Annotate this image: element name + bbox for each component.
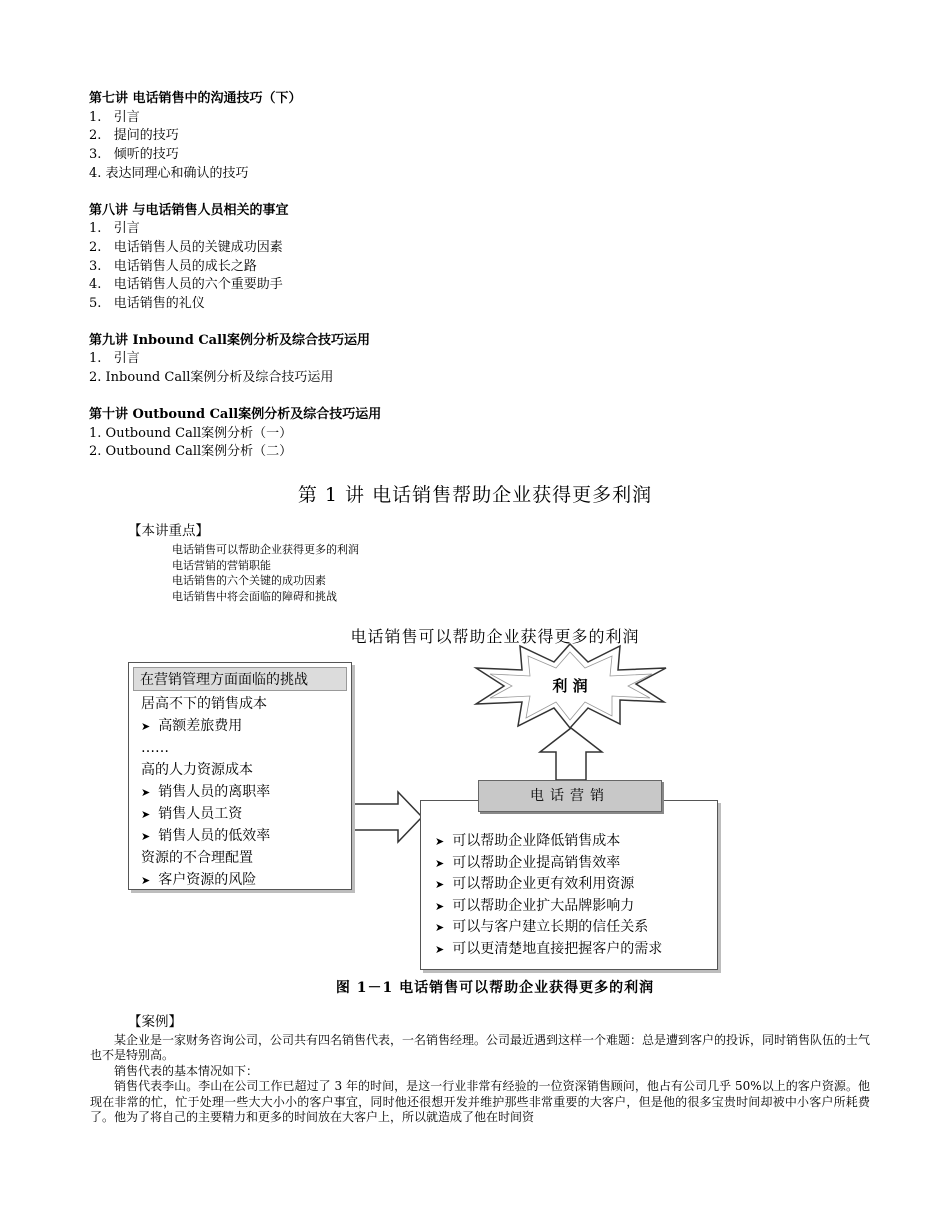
figure-caption: 图 1－1 电话销售可以帮助企业获得更多的利润 [335,980,655,996]
toc-section [89,90,889,184]
profit-label: 利 润 [552,677,588,695]
toc-item: 1. 引言 [89,221,140,237]
toc-item: 4. 表达同理心和确认的技巧 [89,165,249,181]
challenge-text: 资源的不合理配置 [141,850,253,866]
challenges-box [128,662,352,890]
toc-item: 4. 电话销售人员的六个重要助手 [89,277,283,293]
benefit-item: ➤ 可以帮助企业降低销售成本 [435,831,662,853]
key-point-item: 电话销售可以帮助企业获得更多的利润 [172,543,359,556]
figure-title: 电话销售可以帮助企业获得更多的利润 [350,627,640,646]
benefit-item: ➤ 可以帮助企业扩大品牌影响力 [435,896,662,918]
challenge-category [129,847,351,869]
toc-section [89,202,889,314]
challenge-text: 高的人力资源成本 [141,762,253,778]
toc-item: 1. 引言 [89,351,140,367]
challenge-category [129,693,351,715]
telemarketing-header: 电话营销 [478,780,662,812]
lecture-title: 第 1 讲 电话销售帮助企业获得更多利润 [297,484,653,506]
benefit-item: ➤ 可以帮助企业更有效利用资源 [435,874,662,896]
toc-section-title: 第八讲 与电话销售人员相关的事宜 [89,202,289,218]
challenge-bullet-item [129,825,351,847]
toc-item: 3. 倾听的技巧 [89,147,179,163]
case-paragraph: 某企业是一家财务咨询公司，公司共有四名销售代表，一名销售经理。公司最近遇到这样一个难题：总是遭到客户的投诉，同时销售队伍的士气也不是特别高。 [90,1032,871,1062]
challenge-bullet-item [129,781,351,803]
key-points-title: 【本讲重点】 [128,523,209,539]
toc-item: 2. Outbound Call案例分析（二） [89,444,293,460]
up-arrow-icon [536,726,606,782]
challenge-category [129,759,351,781]
toc-item: 1. 引言 [89,109,140,125]
toc-section-title: 第十讲 Outbound Call案例分析及综合技巧运用 [89,406,382,422]
challenge-bullet-item [129,869,351,891]
telemarketing-box [420,800,718,970]
benefit-item: ➤ 可以更清楚地直接把握客户的需求 [435,939,662,961]
toc-item: 3. 电话销售人员的成长之路 [89,258,257,274]
toc-item: 2. 提问的技巧 [89,128,179,144]
toc-item: 5. 电话销售的礼仪 [89,296,205,312]
profit-starburst [470,640,670,730]
right-arrow-icon [350,790,424,844]
toc-section-title: 第九讲 Inbound Call案例分析及综合技巧运用 [89,332,370,348]
case-paragraph: 销售代表的基本情况如下： [114,1063,259,1078]
key-point-item: 电话营销的营销职能 [172,558,271,572]
challenge-text: …… [141,740,169,756]
challenge-text: 居高不下的销售成本 [141,696,267,712]
key-points [128,524,359,604]
challenge-text: 销售人员的离职率 [158,784,271,800]
challenge-text: 销售人员工资 [158,806,243,822]
toc-item: 2. 电话销售人员的关键成功因素 [89,239,283,255]
toc-section [89,332,889,388]
case-paragraph: 销售代表李山。李山在公司工作已超过了 3 年的时间，是这一行业非常有经验的一位资深销售顾问，他占有公司几乎 50%以上的客户资源。他现在非常的忙，忙于处理一些大大小小的客户事宜，同时他还很想开发并维护那些非常重要的大客户，但是他的很多宝贵时间却被中小客户所耗费了。他为了将自己的主要精力和更多的时间放在大客户上，所以就造成了他在时间资 [90,1079,870,1124]
toc-item: 1. Outbound Call案例分析（一） [89,425,293,441]
toc-section-title: 第七讲 电话销售中的沟通技巧（下） [89,91,302,106]
challenge-bullet-item [129,715,351,737]
toc-section [89,406,889,462]
challenge-text: 客户资源的风险 [158,872,257,888]
table-of-contents [89,90,889,480]
challenges-header: 在营销管理方面面临的挑战 [133,667,347,691]
key-point-item: 电话销售中将会面临的障碍和挑战 [172,589,337,603]
benefit-item: ➤ 可以帮助企业提高销售效率 [435,853,662,875]
challenge-bullet-item [129,803,351,825]
challenge-text: 销售人员的低效率 [158,828,271,844]
challenge-category [129,737,351,759]
key-point-item: 电话销售的六个关键的成功因素 [172,574,326,587]
challenge-text: 高额差旅费用 [158,718,243,734]
toc-item: 2. Inbound Call案例分析及综合技巧运用 [89,370,334,386]
benefit-item: ➤ 可以与客户建立长期的信任关系 [435,917,662,939]
case-title: 【案例】 [128,1014,182,1030]
case-section [90,1015,870,1126]
